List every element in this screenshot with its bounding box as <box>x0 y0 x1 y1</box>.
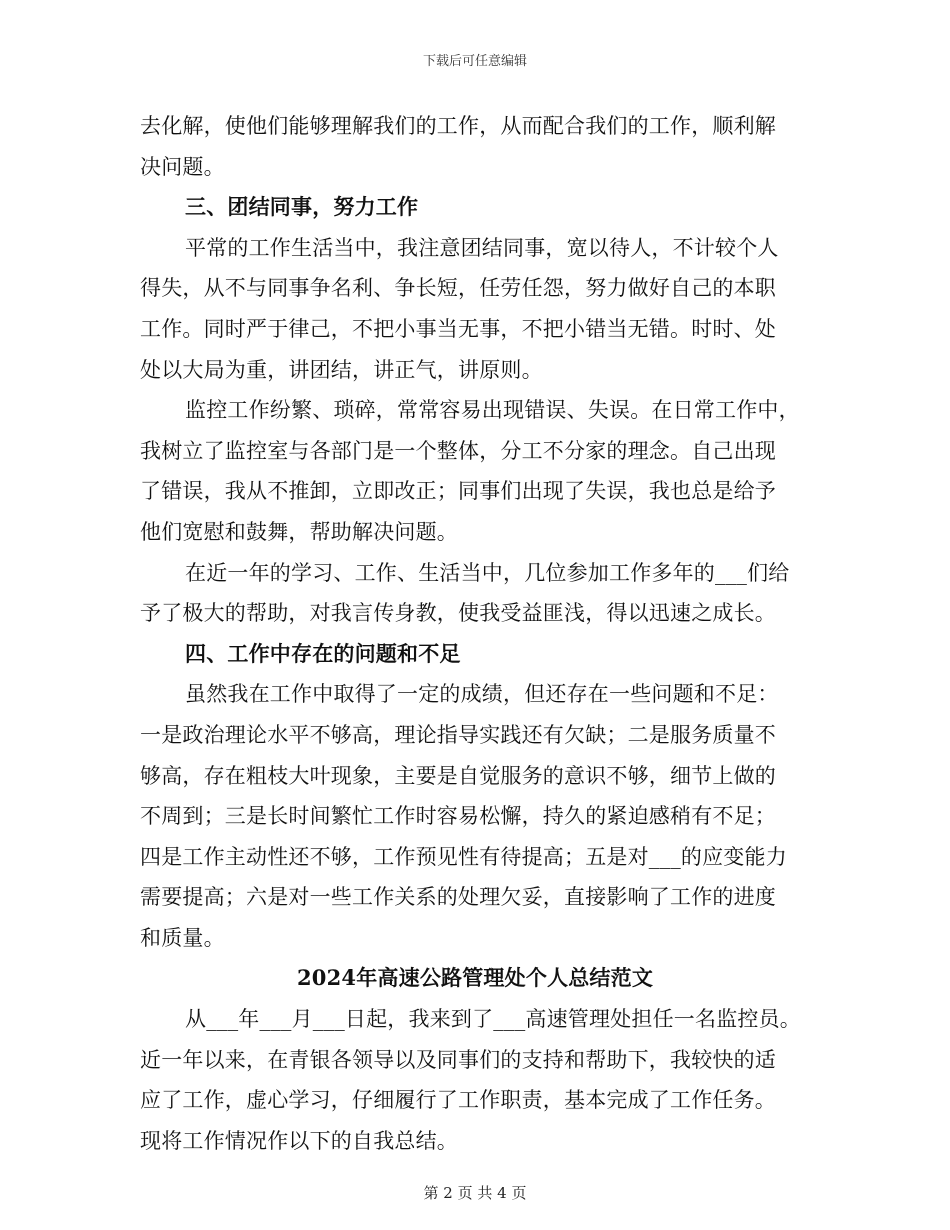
paragraph-line: 虽然我在工作中取得了一定的成绩，但还存在一些问题和不足： <box>185 682 779 707</box>
paragraph-line: 他们宽慰和鼓舞，帮助解决问题。 <box>140 519 458 544</box>
paragraph-line: 去化解，使他们能够理解我们的工作，从而配合我们的工作，顺利解 <box>140 114 776 138</box>
page-footer: 第 2 页 共 4 页 <box>423 1184 527 1202</box>
paragraph-line: 处以大局为重，讲团结，讲正气，讲原则。 <box>140 357 543 382</box>
paragraph-line: 在近一年的学习、工作、生活当中，几位参加工作多年的___们给 <box>185 560 790 585</box>
document-body <box>140 106 810 1161</box>
paragraph-line: 近一年以来，在青银各领导以及同事们的支持和帮助下，我较快的适 <box>140 1047 776 1072</box>
paragraph-line: 平常的工作生活当中，我注意团结同事，宽以待人，不计较个人 <box>185 235 779 260</box>
paragraph-line: 四是工作主动性还不够，工作预见性有待提高；五是对___的应变能力 <box>140 844 787 869</box>
paragraph-line: 一是政治理论水平不够高，理论指导实践还有欠缺；二是服务质量不 <box>140 722 776 747</box>
page-header: 下载后可任意编辑 <box>422 54 527 69</box>
section-heading: 四、工作中存在的问题和不足 <box>185 640 461 666</box>
paragraph-line: 需要提高；六是对一些工作关系的处理欠妥，直接影响了工作的进度 <box>140 885 776 910</box>
document-title: 2024年高速公路管理处个人总结范文 <box>296 965 654 991</box>
paragraph-line: 予了极大的帮助，对我言传身教，使我受益匪浅，得以迅速之成长。 <box>140 601 776 626</box>
paragraph-line: 工作。同时严于律己，不把小事当无事，不把小错当无错。时时、处 <box>140 316 776 341</box>
paragraph-line: 决问题。 <box>140 154 225 179</box>
paragraph-line: 应了工作，虚心学习，仔细履行了工作职责，基本完成了工作任务。 <box>140 1088 776 1113</box>
paragraph-line: 我树立了监控室与各部门是一个整体，分工不分家的理念。自己出现 <box>140 438 776 463</box>
paragraph-line: 得失，从不与同事争名利、争长短，任劳任怨，努力做好自己的本职 <box>140 276 776 301</box>
paragraph-line: 监控工作纷繁、琐碎，常常容易出现错误、失误。在日常工作中， <box>185 398 800 423</box>
paragraph-line: 不周到；三是长时间繁忙工作时容易松懈，持久的紧迫感稍有不足； <box>140 804 776 829</box>
paragraph-line: 够高，存在粗枝大叶现象，主要是自觉服务的意识不够，细节上做的 <box>140 763 776 788</box>
paragraph-line: 了错误，我从不推卸，立即改正；同事们出现了失误，我也总是给予 <box>140 479 776 504</box>
paragraph-line: 从___年___月___日起，我来到了___高速管理处担任一名监控员。 <box>185 1007 801 1032</box>
section-heading: 三、团结同事，努力工作 <box>185 194 419 220</box>
paragraph-line: 和质量。 <box>140 925 225 950</box>
paragraph-line: 现将工作情况作以下的自我总结。 <box>140 1128 458 1153</box>
